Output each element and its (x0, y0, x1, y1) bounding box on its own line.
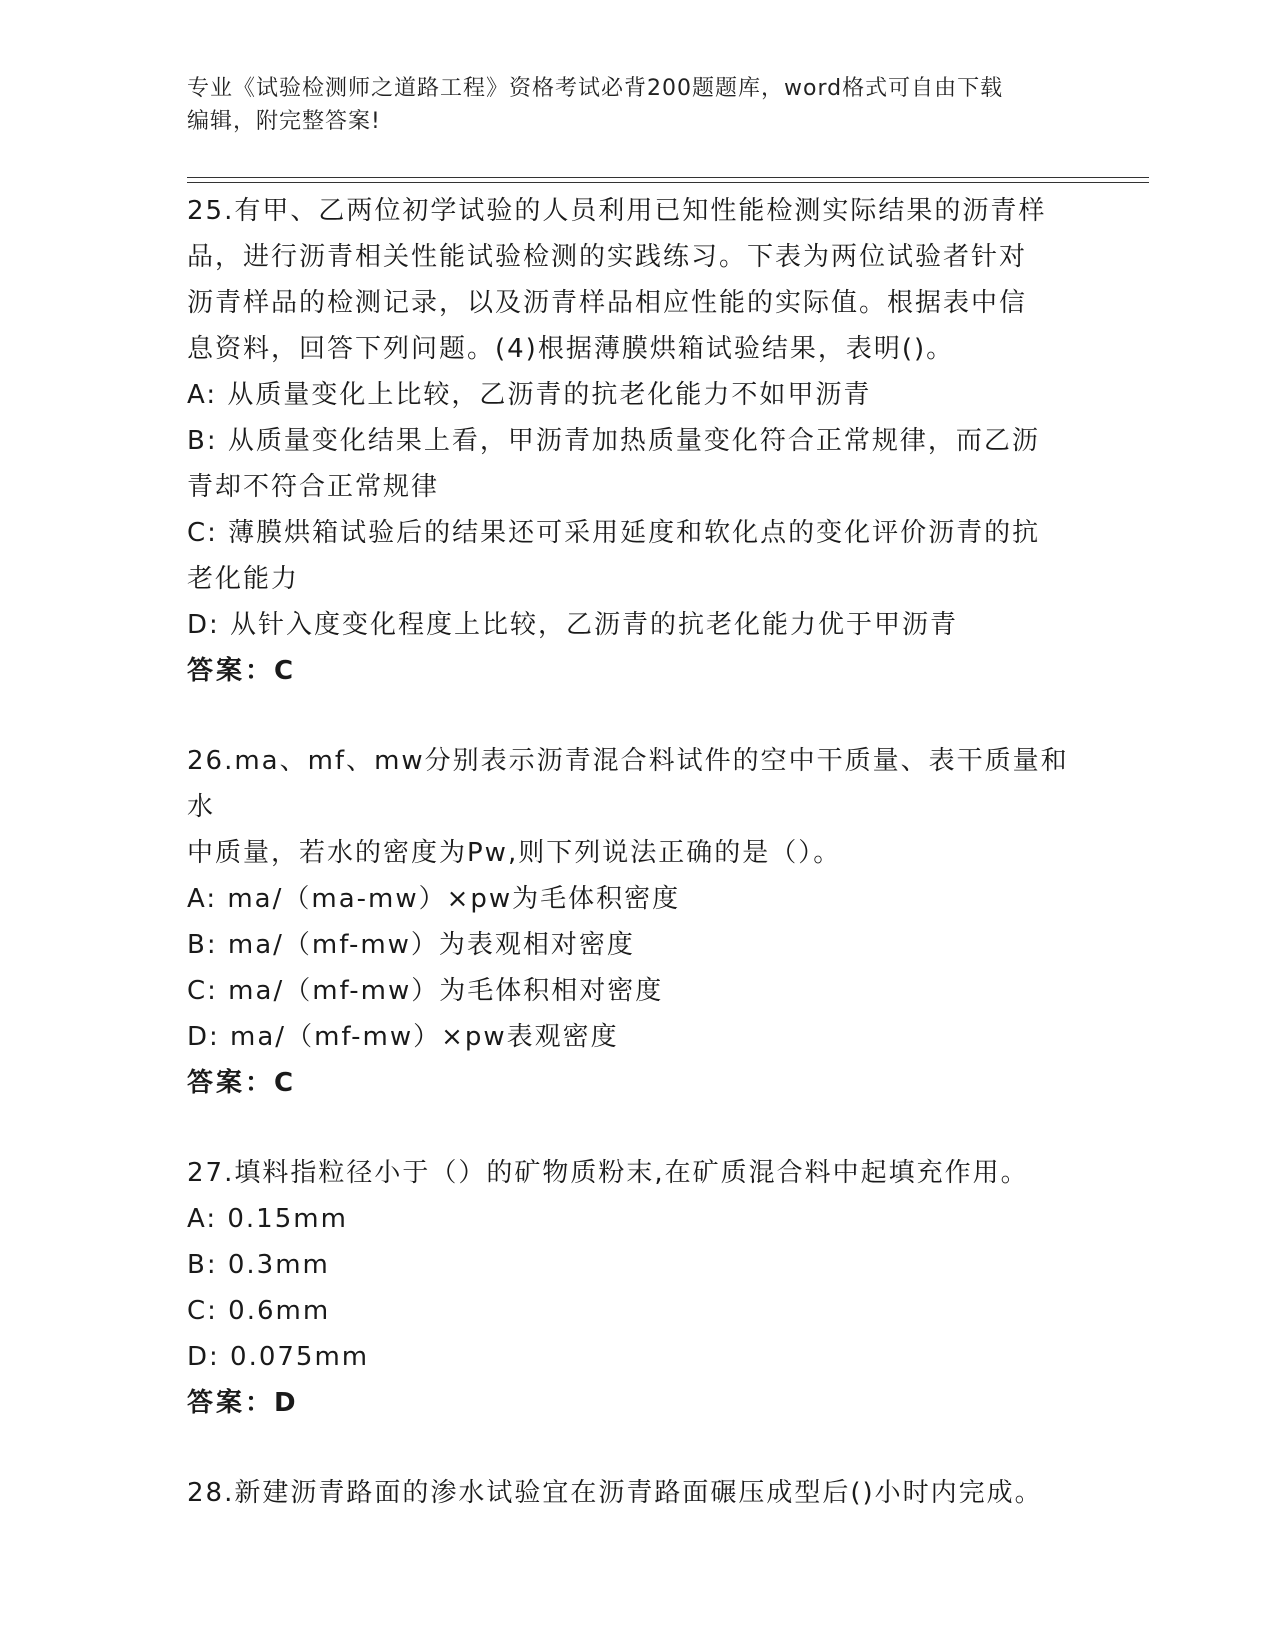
option-line: 青却不符合正常规律 (187, 472, 440, 502)
question-stem-line: 27.填料指粒径小于（）的矿物质粉末,在矿质混合料中起填充作用。 (187, 1158, 1029, 1188)
option-line: A: 从质量变化上比较，乙沥青的抗老化能力不如甲沥青 (187, 380, 872, 410)
option-line: C: 薄膜烘箱试验后的结果还可采用延度和软化点的变化评价沥青的抗 (187, 518, 1041, 548)
document-header (187, 72, 1087, 138)
answer-line: 答案：D (187, 1388, 299, 1418)
question-item (187, 1150, 1087, 1426)
option-line: D: 0.075mm (187, 1342, 370, 1372)
option-line: B: 0.3mm (187, 1250, 330, 1280)
header-title-line-1: 专业《试验检测师之道路工程》资格考试必背200题题库，word格式可自由下载 (187, 76, 1004, 101)
question-stem-line: 息资料，回答下列问题。(4)根据薄膜烘箱试验结果，表明()。 (187, 334, 955, 364)
question-stem-line: 26.ma、mf、mw分别表示沥青混合料试件的空中干质量、表干质量和水 (187, 746, 1069, 822)
question-item (187, 1470, 1087, 1516)
question-stem-line: 中质量，若水的密度为Pw,则下列说法正确的是（）。 (187, 838, 842, 868)
option-line: B: 从质量变化结果上看，甲沥青加热质量变化符合正常规律，而乙沥 (187, 426, 1040, 456)
question-stem-line: 28.新建沥青路面的渗水试验宜在沥青路面碾压成型后()小时内完成。 (187, 1478, 1043, 1508)
question-list (187, 188, 1087, 1560)
option-line: A: 0.15mm (187, 1204, 348, 1234)
question-item (187, 738, 1087, 1106)
option-line: D: ma/（mf-mw）×pw表观密度 (187, 1022, 619, 1052)
answer-line: 答案：C (187, 656, 297, 686)
header-title-line-2: 编辑，附完整答案! (187, 109, 381, 134)
option-line: D: 从针入度变化程度上比较，乙沥青的抗老化能力优于甲沥青 (187, 610, 959, 640)
option-line: C: 0.6mm (187, 1296, 331, 1326)
header-divider-top (187, 177, 1149, 178)
question-stem-line: 沥青样品的检测记录，以及沥青样品相应性能的实际值。根据表中信 (187, 288, 1028, 318)
option-line: B: ma/（mf-mw）为表观相对密度 (187, 930, 635, 960)
option-line: C: ma/（mf-mw）为毛体积相对密度 (187, 976, 664, 1006)
question-stem-line: 25.有甲、乙两位初学试验的人员利用已知性能检测实际结果的沥青样 (187, 196, 1047, 226)
header-divider-bottom (187, 182, 1149, 183)
question-stem-line: 品，进行沥青相关性能试验检测的实践练习。下表为两位试验者针对 (187, 242, 1028, 272)
answer-line: 答案：C (187, 1068, 297, 1098)
option-line: 老化能力 (187, 564, 300, 594)
question-item (187, 188, 1087, 694)
option-line: A: ma/（ma-mw）×pw为毛体积密度 (187, 884, 681, 914)
